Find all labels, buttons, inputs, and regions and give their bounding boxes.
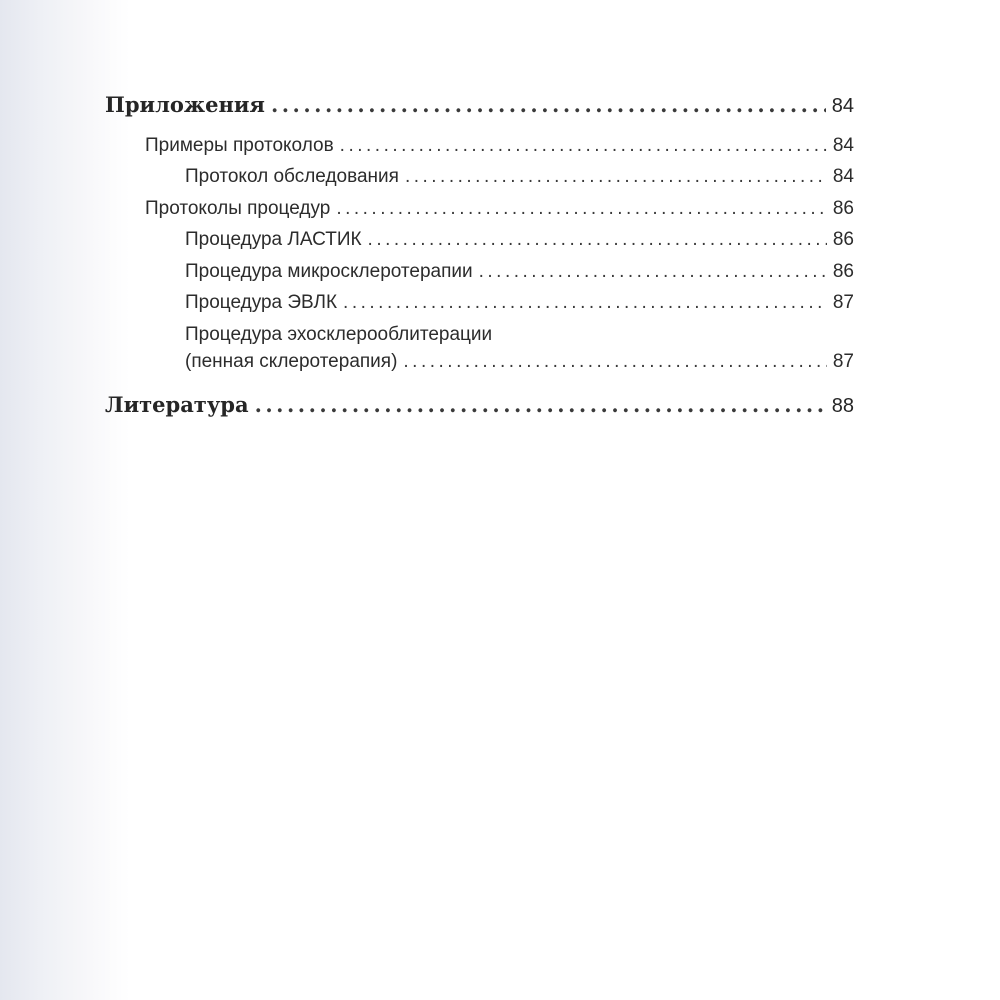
- toc-page-number: 87: [832, 351, 854, 372]
- toc-entry-echosclero: [185, 351, 854, 373]
- toc-entry-procedure-protocols: [145, 198, 854, 220]
- dot-leader: [340, 135, 827, 157]
- toc-entry-title: Протокол обследования: [185, 166, 399, 187]
- toc-entry-exam-protocol: [185, 166, 854, 188]
- toc-entry-title: Приложения: [105, 92, 265, 117]
- toc-entry-literature: [105, 392, 854, 418]
- dot-leader: [343, 292, 827, 314]
- toc-page-number: 86: [832, 261, 854, 282]
- dot-leader: [368, 229, 827, 251]
- toc-entry-lastik: [185, 229, 854, 251]
- toc-entry-title: Литература: [105, 392, 249, 417]
- toc-page-number: 88: [831, 395, 854, 417]
- toc-entry-title: Процедура ЛАСТИК: [185, 229, 362, 250]
- dot-leader: [405, 166, 827, 188]
- dot-leader: [479, 261, 827, 283]
- toc-entry-title: Процедура ЭВЛК: [185, 292, 338, 313]
- toc-page-number: 84: [832, 135, 854, 156]
- toc-page-number: 86: [832, 198, 854, 219]
- dot-leader: [271, 92, 826, 117]
- toc-page-number: 84: [831, 95, 854, 117]
- dot-leader: [336, 198, 827, 220]
- toc-entry-title: Примеры протоколов: [145, 135, 334, 156]
- toc-page-number: 87: [832, 292, 854, 313]
- toc-entry-title: (пенная склеротерапия): [185, 351, 398, 372]
- toc-entry-evlk: [185, 292, 854, 314]
- toc-entry-appendices: [105, 92, 854, 118]
- toc-entry-protocol-examples: [145, 135, 854, 157]
- toc-page-number: 86: [832, 229, 854, 250]
- toc-entry-title: Процедура микросклеротерапии: [185, 261, 473, 282]
- toc-entry-echosclero-line1: Процедура эхосклерооблитерации: [185, 324, 493, 345]
- dot-leader: [255, 392, 826, 417]
- toc-page-number: 84: [832, 166, 854, 187]
- toc-entry-microsclerotherapy: [185, 261, 854, 283]
- dot-leader: [403, 351, 826, 373]
- toc-entry-title: Протоколы процедур: [145, 198, 331, 219]
